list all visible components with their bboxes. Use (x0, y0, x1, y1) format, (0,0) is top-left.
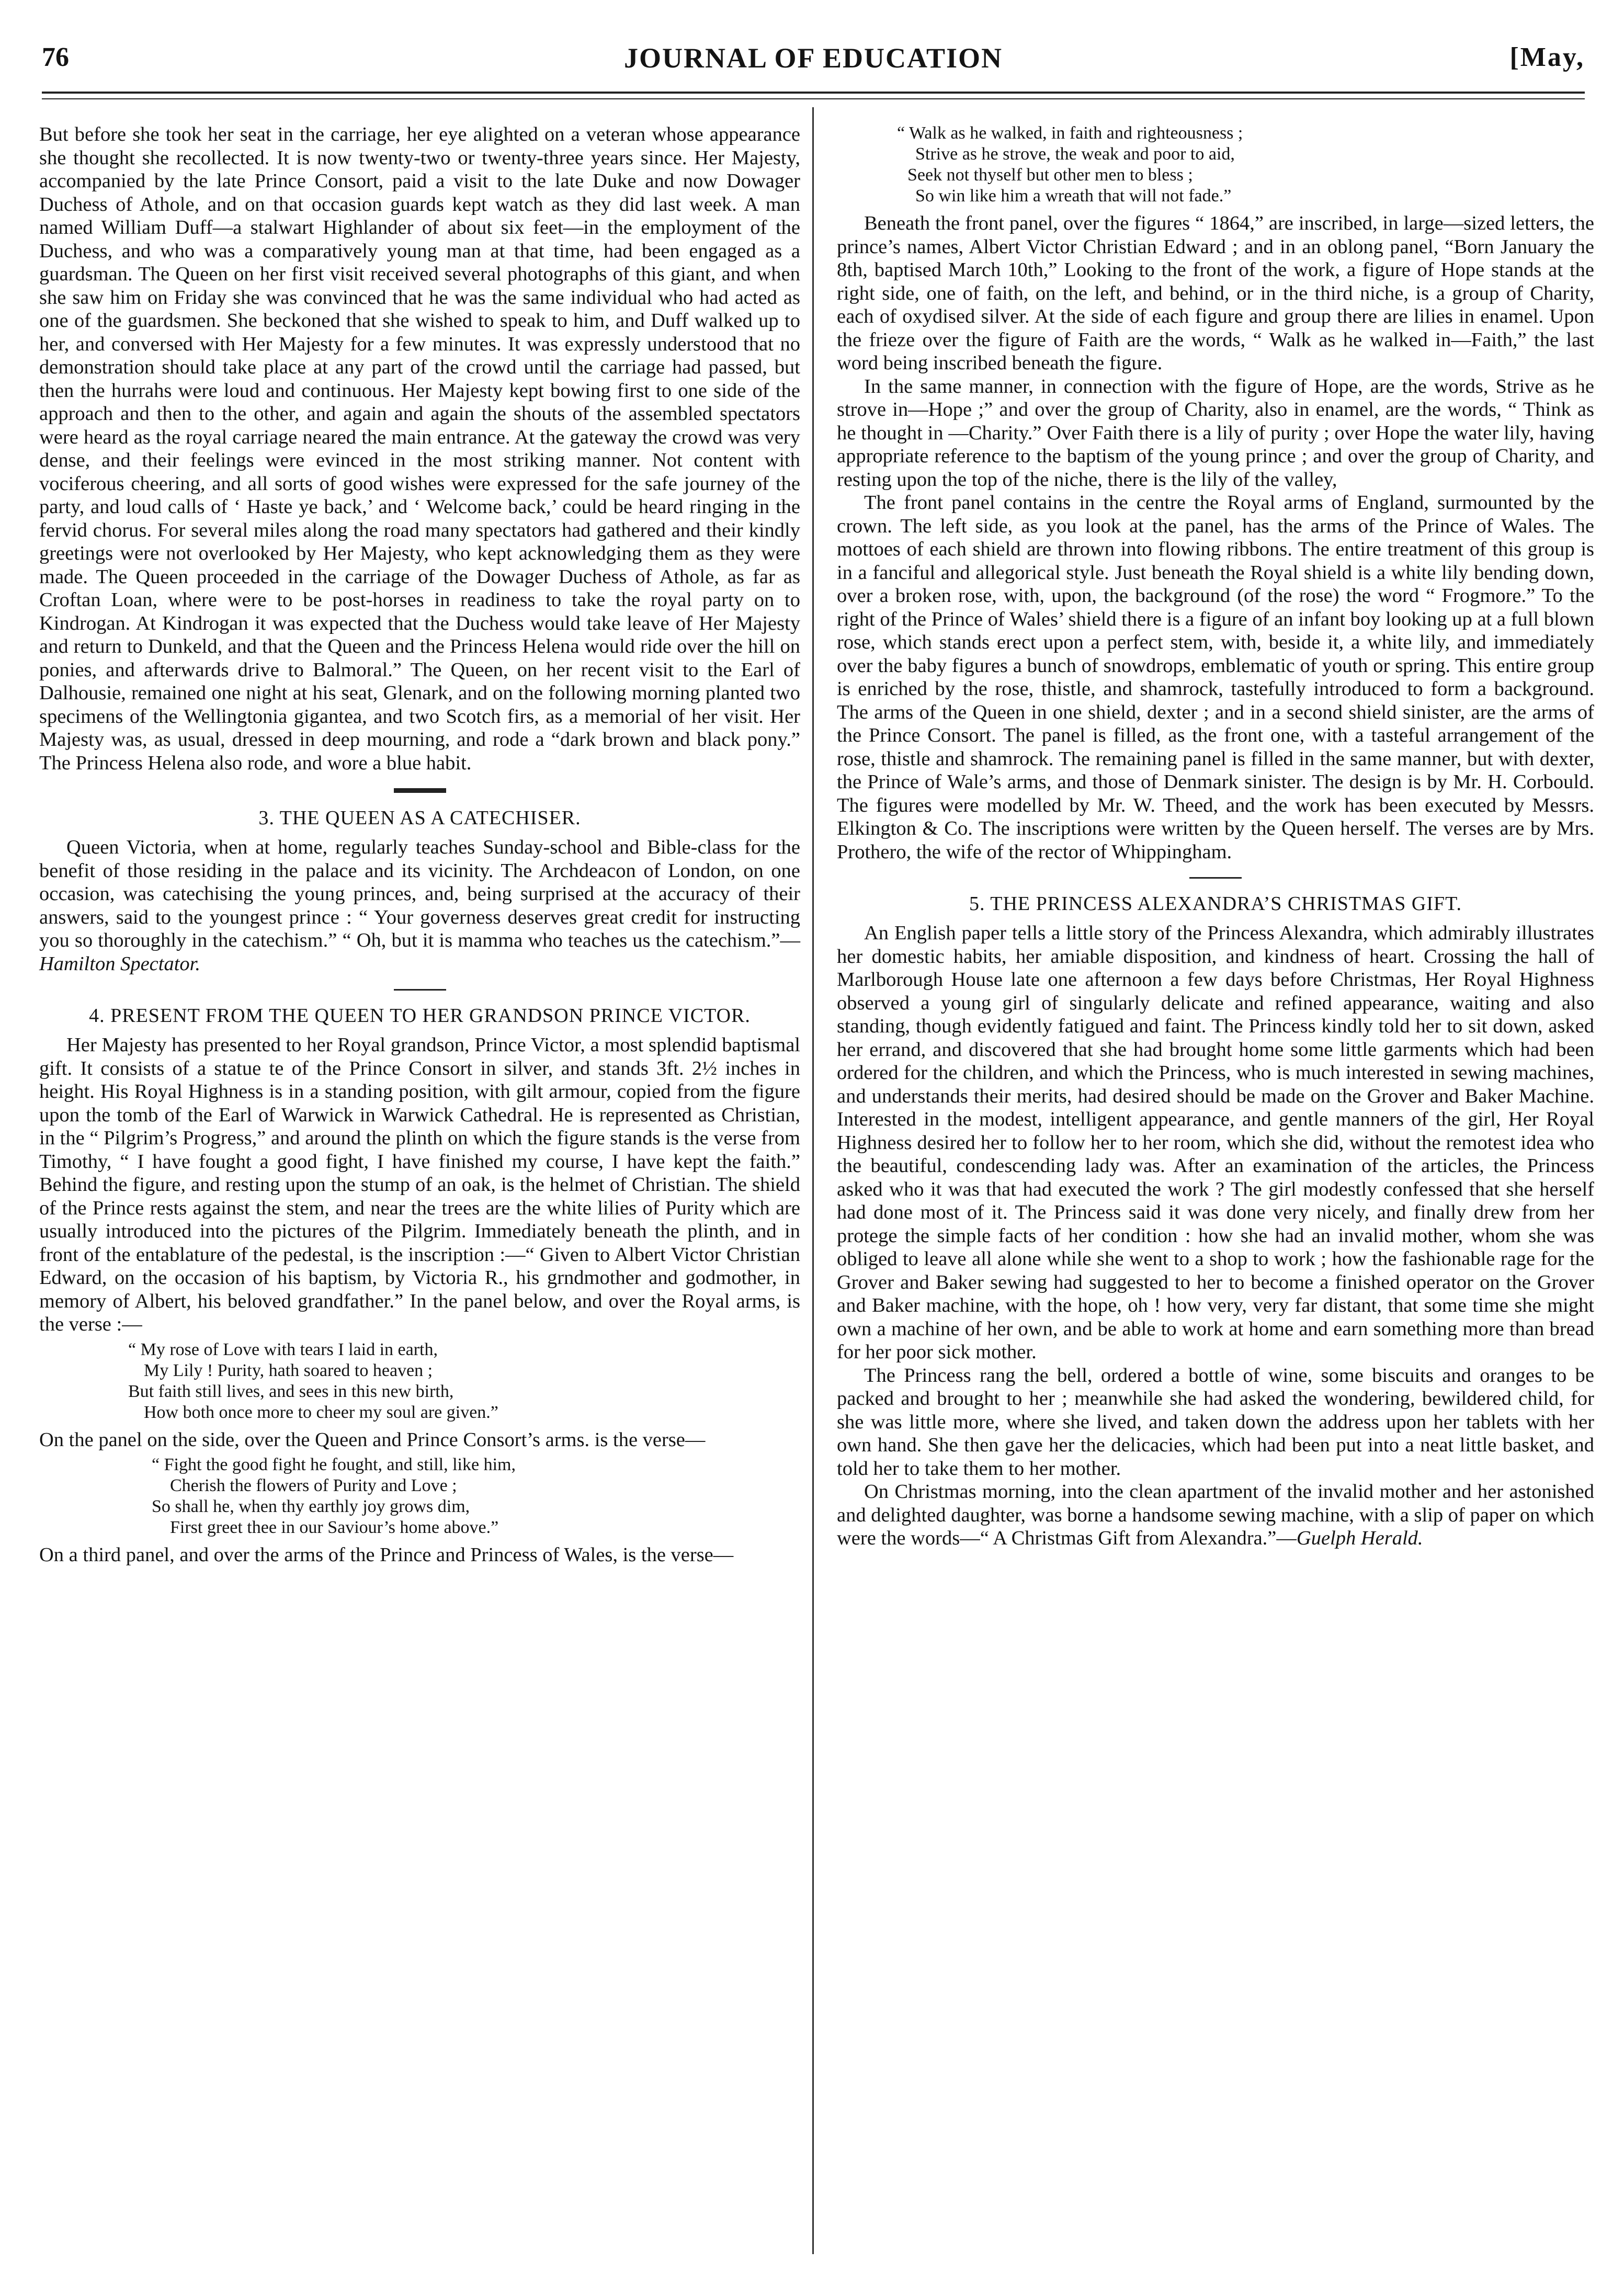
article-paragraph: An English paper tells a little story of the Princess Alexandra, which admirably illustrates her domestic habits, her amiable disposition, and kindness of heart. Crossing the hall of Marlborough House late one afternoon a few days before Christmas, Her Royal Highness observed a young girl of singularly delicate and refined appearance, waiting and also standing, though evidently fatigued and faint. The Princess kindly told her to sit down, asked her errand, and discovered that she had brought home some little garments which had been ordered for the children, and which the Princess, who is much interested in sewing machines, and understands their merits, had desired should be made on the Grover and Baker Machine. Interested in the modest, intelligent appearance, and gentle manners of the girl, Her Royal Highness desired her to follow her to her room, which she did, without the remotest idea who the beautiful, condescending lady was. After an examination of the articles, the Princess asked who it was that had executed the work ? The girl modestly confessed that she herself had done most of it. The Princess said it was done very nicely, and finally drew from her protege the simple facts of her condition : how she had an invalid mother, whom she was obliged to leave all alone while she went to a shop to work ; how the fashionable rage for the Grover and Baker sewing had suggested to her to become a finished operator on the Grover and Baker machine, with the hope, oh ! how very, very far distant, that some time she might own a machine of her own, and be able to work at home and earn something more than bread for her poor sick mother. (837, 922, 1594, 1363)
article-paragraph (837, 1480, 1594, 1550)
paragraph-text: On Christmas morning, into the clean apartment of the invalid mother and her astonished and delighted daughter, was borne a handsome sewing machine, with a slip of paper on which were the words—“ A Christmas Gift from Alexandra.”— (837, 1481, 1594, 1549)
section-separator (394, 788, 446, 793)
article-paragraph: On the panel on the side, over the Queen and Prince Consort’s arms. is the verse— (39, 1428, 706, 1451)
journal-title: JOURNAL OF EDUCATION (623, 42, 1003, 74)
verse-line: But faith still lives, and sees in this new birth, (128, 1381, 454, 1401)
issue-month: [May, (1509, 42, 1585, 72)
header-rule (42, 92, 1585, 94)
paragraph-text: Queen Victoria, when at home, regularly teaches Sunday-school and Bible-class for the benefit of those residing in the palace and its vicinity. The Archdeacon of London, on one occasion, was catechising the young princes, and, being surprised at the accuracy of their answers, said to the youngest prince : “ Your governess deserves great credit for instructing you so thoroughly in the catechism.” “ Oh, but it is mamma who teaches us the catechism.”— (39, 836, 800, 951)
verse-line: Strive as he strove, the weak and poor to aid, (915, 144, 1235, 164)
section-separator (1189, 877, 1242, 879)
section-heading: 5. THE PRINCESS ALEXANDRA’S CHRISTMAS GIFT. (969, 893, 1462, 915)
column-divider (812, 107, 814, 2254)
article-paragraph: In the same manner, in connection with the figure of Hope, are the words, Strive as he strove in—Hope ;” and over the group of Charity, also in enamel, are the words, “ Think as he thought in —Charity.” Over Faith there is a lily of purity ; over Hope the water lily, having appropriate reference to the baptism of the young prince ; and over the group of Charity, and resting upon the top of the niche, there is the lily of the valley, (837, 375, 1594, 491)
page-number: 76 (42, 42, 69, 72)
verse-line: “ Walk as he walked, in faith and righteousness ; (897, 123, 1243, 143)
section-heading: 4. PRESENT FROM THE QUEEN TO HER GRANDSON PRINCE VICTOR. (89, 1005, 751, 1027)
source-citation: Guelph Herald. (1296, 1527, 1423, 1549)
verse-line: So shall he, when thy earthly joy grows dim, (152, 1497, 470, 1516)
verse-line: So win like him a wreath that will not fade.” (915, 186, 1232, 206)
right-column (837, 123, 1594, 1550)
verse-line: Cherish the flowers of Purity and Love ; (170, 1476, 457, 1495)
verse-line: Seek not thyself but other men to bless ; (907, 165, 1193, 185)
verse-line: “ Fight the good fight he fought, and still, like him, (152, 1455, 516, 1474)
article-paragraph: But before she took her seat in the carriage, her eye alighted on a veteran whose appearance she thought she recollected. It is now twenty-two or twenty-three years since. Her Majesty, accompanied by the late Prince Consort, paid a visit to the late Duke and now Dowager Duchess of Athole, and on that occasion guards kept watch as they did last week. A man named William Duff—a stalwart Highlander of about six feet—in the employment of the Duchess, and who was a comparatively young man at that time, had been engaged as a guardsman. The Queen on her first visit received several photographs of this giant, and when she saw him on Friday she was convinced that he was the same individual who had acted as one of the guardsmen. She beckoned that she wished to speak to him, and Duff walked up to her, and conversed with Her Majesty for a few minutes. It was expressly understood that no demonstration should take place at any part of the crowd until the carriage had passed, but then the hurrahs were loud and continuous. Her Majesty kept bowing first to one side of the approach and then to the other, and again and again the shouts of the assembled spectators were heard as the royal carriage neared the main entrance. At the gateway the crowd was very dense, and their feelings were evinced in the most striking manner. Not content with vociferous cheering, and all sorts of good wishes were expressed for the safe journey of the party, and loud calls of ‘ Haste ye back,’ and ‘ Welcome back,’ could be heard ringing in the fervid chorus. For several miles along the road many spectators had gathered and their kindly greetings were not overlooked by Her Majesty, who kept acknowledging them as they were made. The Queen proceeded in the carriage of the Dowager Duchess of Athole, as far as Croftan Loan, where were to be post-horses in readiness to take the royal party on to Kindrogan. At Kindrogan it was expected that the Duchess would take leave of Her Majesty and return to Dunkeld, and that the Queen and the Princess Helena would ride over the hill on ponies, and afterwards drive to Balmoral.” The Queen, on her recent visit to the Earl of Dalhousie, remained one night at his seat, Glenark, and on the following morning planted two specimens of the Wellingtonia gigantea, and two Scotch firs, as a memorial of her visit. Her Majesty was, as usual, dressed in deep mourning, and rode a “dark brown and black pony.” The Princess Helena also rode, and wore a blue habit. (39, 123, 800, 774)
source-citation: Hamilton Spectator. (39, 952, 200, 975)
verse-block (39, 1454, 800, 1538)
section-heading: 3. THE QUEEN AS A CATECHISER. (258, 807, 581, 829)
verse-line: How both once more to cheer my soul are given.” (144, 1402, 498, 1422)
verse-line: First greet thee in our Saviour’s home above.” (170, 1518, 499, 1537)
left-column (39, 123, 800, 1567)
verse-line: My Lily ! Purity, hath soared to heaven ; (144, 1360, 433, 1380)
page-header (42, 42, 1585, 84)
verse-line: “ My rose of Love with tears I laid in earth, (128, 1339, 438, 1359)
section-separator (394, 989, 446, 991)
article-paragraph: The front panel contains in the centre the Royal arms of England, surmounted by the crown. The left side, as you look at the panel, has the arms of the Prince of Wales. The mottoes of each shield are thrown into flowing ribbons. The entire treatment of this group is in a fanciful and allegorical style. Just beneath the Royal shield is a white lily bending down, over a broken rose, with, upon, the background (of the rose) the word “ Frogmore.” To the right of the Prince of Wales’ shield there is a figure of an infant boy looking up at a full blown rose, which stands erect upon a perfect stem, with, beside it, a white lily, and immediately over the baby figures a bunch of snowdrops, emblematic of youth or spring. This entire group is enriched by the rose, thistle, and shamrock, tastefully introduced to form a background. The arms of the Queen in one shield, dexter ; and in a second shield sinister, are the arms of the Prince Consort. The panel is filled, as the front one, with a tasteful arrangement of the rose, thistle and shamrock. The remaining panel is filled in the same manner, but with dexter, the Prince of Wale’s arms, and those of Denmark sinister. The design is by Mr. H. Corbould. The figures were modelled by Mr. W. Theed, and the work has been executed by Messrs. Elkington & Co. The inscriptions were written by the Queen herself. The verses are by Mrs. Prothero, the wife of the rector of Whippingham. (837, 492, 1594, 863)
header-rule-thin (42, 98, 1585, 99)
verse-block (39, 1339, 800, 1423)
article-paragraph (39, 836, 800, 975)
verse-block (837, 123, 1594, 207)
article-paragraph: The Princess rang the bell, ordered a bottle of wine, some biscuits and oranges to be packed and brought to her ; meanwhile she had asked the wondering, bewildered child, for she was little more, where she lived, and taken down the address upon her tablets with her own hand. She then gave her the delicacies, which had been put into a neat little basket, and told her to take them to her mother. (837, 1364, 1594, 1480)
article-paragraph: Beneath the front panel, over the figures “ 1864,” are inscribed, in large—sized letters, the prince’s names, Albert Victor Christian Edward ; and in an oblong panel, “Born January the 8th, baptised March 10th,” Looking to the front of the work, a figure of Hope stands at the right side, one of faith, on the left, and behind, or in the third niche, is a group of Charity, each of oxydised silver. At the side of each figure and group there are lilies in enamel. Upon the frieze over the figure of Faith are the words, “ Walk as he walked in—Faith,” the last word being inscribed beneath the figure. (837, 212, 1594, 374)
article-paragraph: On a third panel, and over the arms of the Prince and Princess of Wales, is the verse— (39, 1544, 734, 1566)
article-paragraph: Her Majesty has presented to her Royal grandson, Prince Victor, a most splendid baptismal gift. It consists of a statue te of the Prince Consort in silver, and stands 3ft. 2½ inches in height. His Royal Highness is in a standing position, with gilt armour, copied from the figure upon the tomb of the Earl of Warwick in Warwick Cathedral. He is represented as Christian, in the “ Pilgrim’s Progress,” and around the plinth on which the figure stands is the verse from Timothy, “ I have fought a good fight, I have finished my course, I have kept the faith.” Behind the figure, and resting upon the stump of an oak, is the helmet of Christian. The shield of the Prince rests against the stem, and near the trees are the white lilies of Purity which are usually introduced into the pictures of the Pilgrim. Immediately beneath the plinth, and in front of the entablature of the pedestal, is the inscription :—“ Given to Albert Victor Christian Edward, on the occasion of his baptism, by Victoria R., his grndmother and godmother, in memory of Albert, his beloved grandfather.” In the panel below, and over the Royal arms, is the verse :— (39, 1034, 800, 1335)
